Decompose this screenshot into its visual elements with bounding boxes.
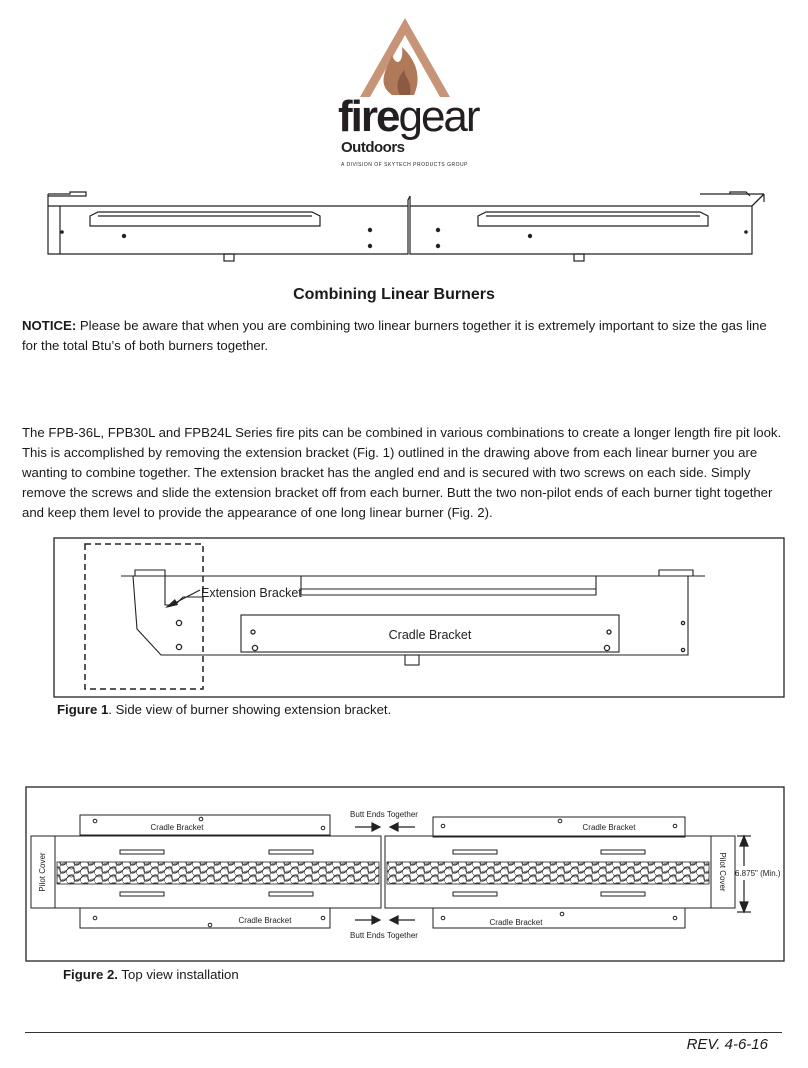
figure2-caption: Figure 2. Top view installation: [63, 967, 239, 982]
fig2-butt-ends-top: Butt Ends Together: [350, 810, 418, 819]
fig2-butt-ends-bottom: Butt Ends Together: [350, 931, 418, 940]
fig2-cradle-label-bottom-right: Cradle Bracket: [489, 918, 543, 927]
combined-burner-drawing: [40, 188, 768, 264]
extension-bracket-label: Extension Bracket: [201, 586, 302, 600]
cradle-bracket-label: Cradle Bracket: [388, 628, 472, 642]
brand-division: A DIVISION OF SKYTECH PRODUCTS GROUP: [341, 162, 468, 168]
fig2-cradle-label-bottom-left: Cradle Bracket: [238, 916, 292, 925]
fig2-dimension: 6.875" (Min.): [735, 869, 781, 878]
figure1-side-view: [53, 537, 785, 699]
fig2-cradle-label-top-left: Cradle Bracket: [150, 823, 204, 832]
fig2-pilot-cover-right: Pilot Cover: [718, 852, 727, 892]
brand-logo: [330, 15, 480, 175]
footer-divider: [25, 1032, 782, 1033]
notice-label: NOTICE:: [22, 318, 77, 333]
figure1-caption: Figure 1. Side view of burner showing extension bracket.: [57, 702, 392, 717]
fig2-cradle-label-top-right: Cradle Bracket: [582, 823, 636, 832]
flame-logo-icon: [330, 15, 480, 100]
notice-paragraph: [22, 316, 784, 356]
brand-wordmark: firegear: [338, 92, 479, 141]
revision-label: REV. 4-6-16: [686, 1036, 768, 1053]
body-paragraph: The FPB-36L, FPB30L and FPB24L Series fire pits can be combined in various combinations to create a longer length fire pit look. This is accomplished by removing the extension bracket (Fig. 1) outlined in the drawing above from each linear burner you are wanting to combine together. The extension bracket has the angled end and is secured with two screws on each side. Simply remove the screws and slide the extension bracket off from each burner. Butt the two non-pilot ends of each burner tight together and keep them level to provide the appearance of one long linear burner (Fig. 2).: [22, 425, 782, 520]
figure2-top-view: [25, 786, 785, 962]
notice-text: Please be aware that when you are combining two linear burners together it is extremely important to size the gas line for the total Btu’s of both burners together.: [22, 318, 767, 353]
fig2-pilot-cover-left: Pilot Cover: [38, 852, 47, 892]
page-title: Combining Linear Burners: [293, 286, 495, 303]
brand-subtitle: Outdoors: [341, 139, 405, 156]
extension-bracket-outline: [85, 544, 203, 689]
